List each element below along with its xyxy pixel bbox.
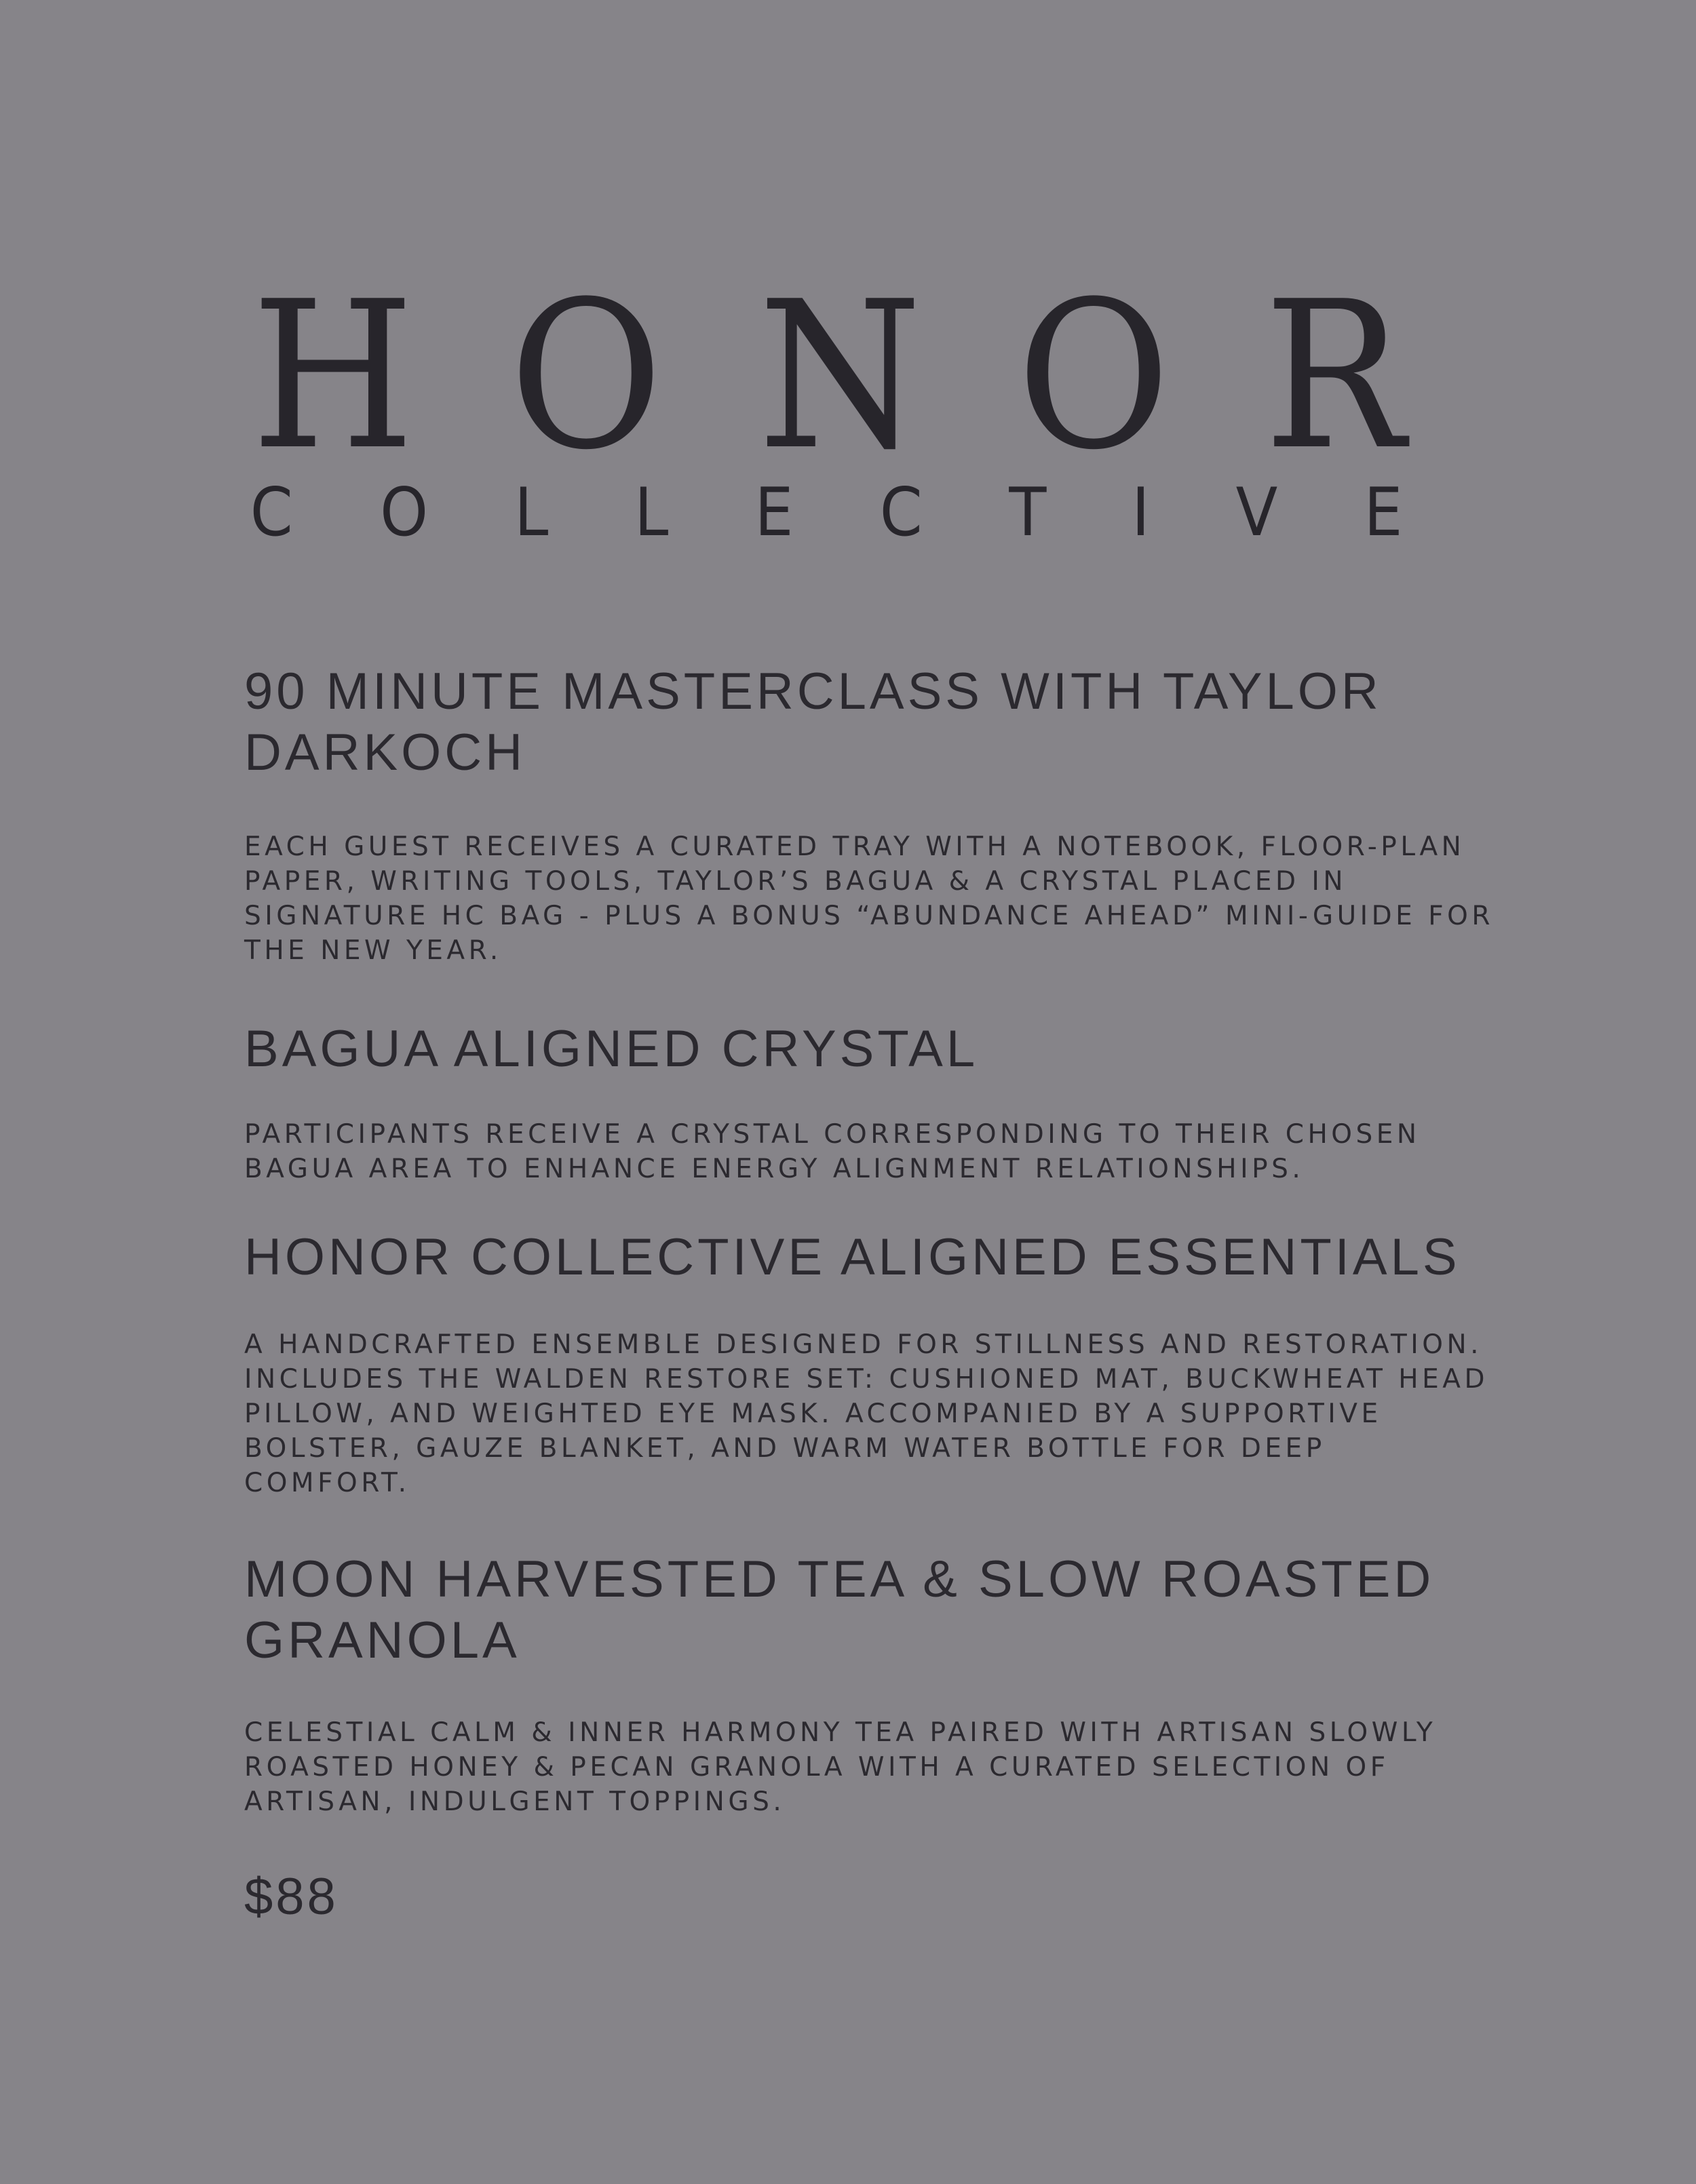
honor-collective-logo (244, 258, 1411, 551)
section-body-tea-granola: CELESTIAL CALM & INNER HARMONY TEA PAIRED WITH ARTISAN SLOWLY ROASTED HONEY & PECAN GRANOLA WITH A CURATED SELECTION OF ARTISAN, INDULGENT TOPPINGS. (244, 1717, 1437, 1817)
logo-sub-letter: L (514, 474, 549, 551)
section-title-crystal: BAGUA ALIGNED CRYSTAL (244, 1020, 979, 1078)
logo-sub-letter: I (1132, 474, 1151, 551)
section-body-essentials: A HANDCRAFTED ENSEMBLE DESIGNED FOR STILLNESS AND RESTORATION. INCLUDES THE WALDEN RESTORE SET: CUSHIONED MAT, BUCKWHEAT HEAD PILLOW, AND WEIGHTED EYE MASK. ACCOMPANIED BY A SUPPORTIVE BOLSTER, GAUZE BLANKET, AND WARM WATER BOTTLE FOR DEEP COMFORT. (244, 1329, 1488, 1498)
logo-letter: O (509, 258, 663, 494)
price-label: $88 (244, 1868, 339, 1926)
logo-sub-letter: O (379, 474, 428, 551)
section-body-crystal: PARTICIPANTS RECEIVE A CRYSTAL CORRESPONDING TO THEIR CHOSEN BAGUA AREA TO ENHANCE ENERGY ALIGNMENT RELATIONSHIPS. (244, 1119, 1421, 1184)
menu-content (244, 661, 1499, 1928)
logo-letter: H (251, 258, 415, 494)
section-body-masterclass: EACH GUEST RECEIVES A CURATED TRAY WITH A NOTEBOOK, FLOOR-PLAN PAPER, WRITING TOOLS, TAYLOR’S BAGUA & A CRYSTAL PLACED IN SIGNATURE HC BAG - PLUS A BONUS “ABUNDANCE AHEAD” MINI-GUIDE FOR THE NEW YEAR. (244, 832, 1494, 966)
logo-sub-letter: E (1364, 474, 1403, 551)
logo-sub-letter: T (1009, 474, 1047, 551)
section-title-masterclass: 90 MINUTE MASTERCLASS WITH TAYLOR DARKOCH (244, 663, 1382, 781)
logo-sub-letter: V (1235, 474, 1278, 551)
section-title-essentials: HONOR COLLECTIVE ALIGNED ESSENTIALS (244, 1228, 1461, 1286)
logo-letter: O (1016, 258, 1170, 494)
logo-sub-letter: C (250, 474, 293, 551)
logo-sub-letter: L (634, 474, 669, 551)
section-title-tea-granola: MOON HARVESTED TEA & SLOW ROASTED GRANOLA (244, 1551, 1435, 1669)
logo-sub-letter: E (754, 474, 794, 551)
logo-sub-letter: C (880, 474, 923, 551)
logo-letter: N (758, 258, 922, 494)
logo-letter: R (1264, 258, 1405, 494)
logo-wordmark-honor (244, 258, 1411, 494)
